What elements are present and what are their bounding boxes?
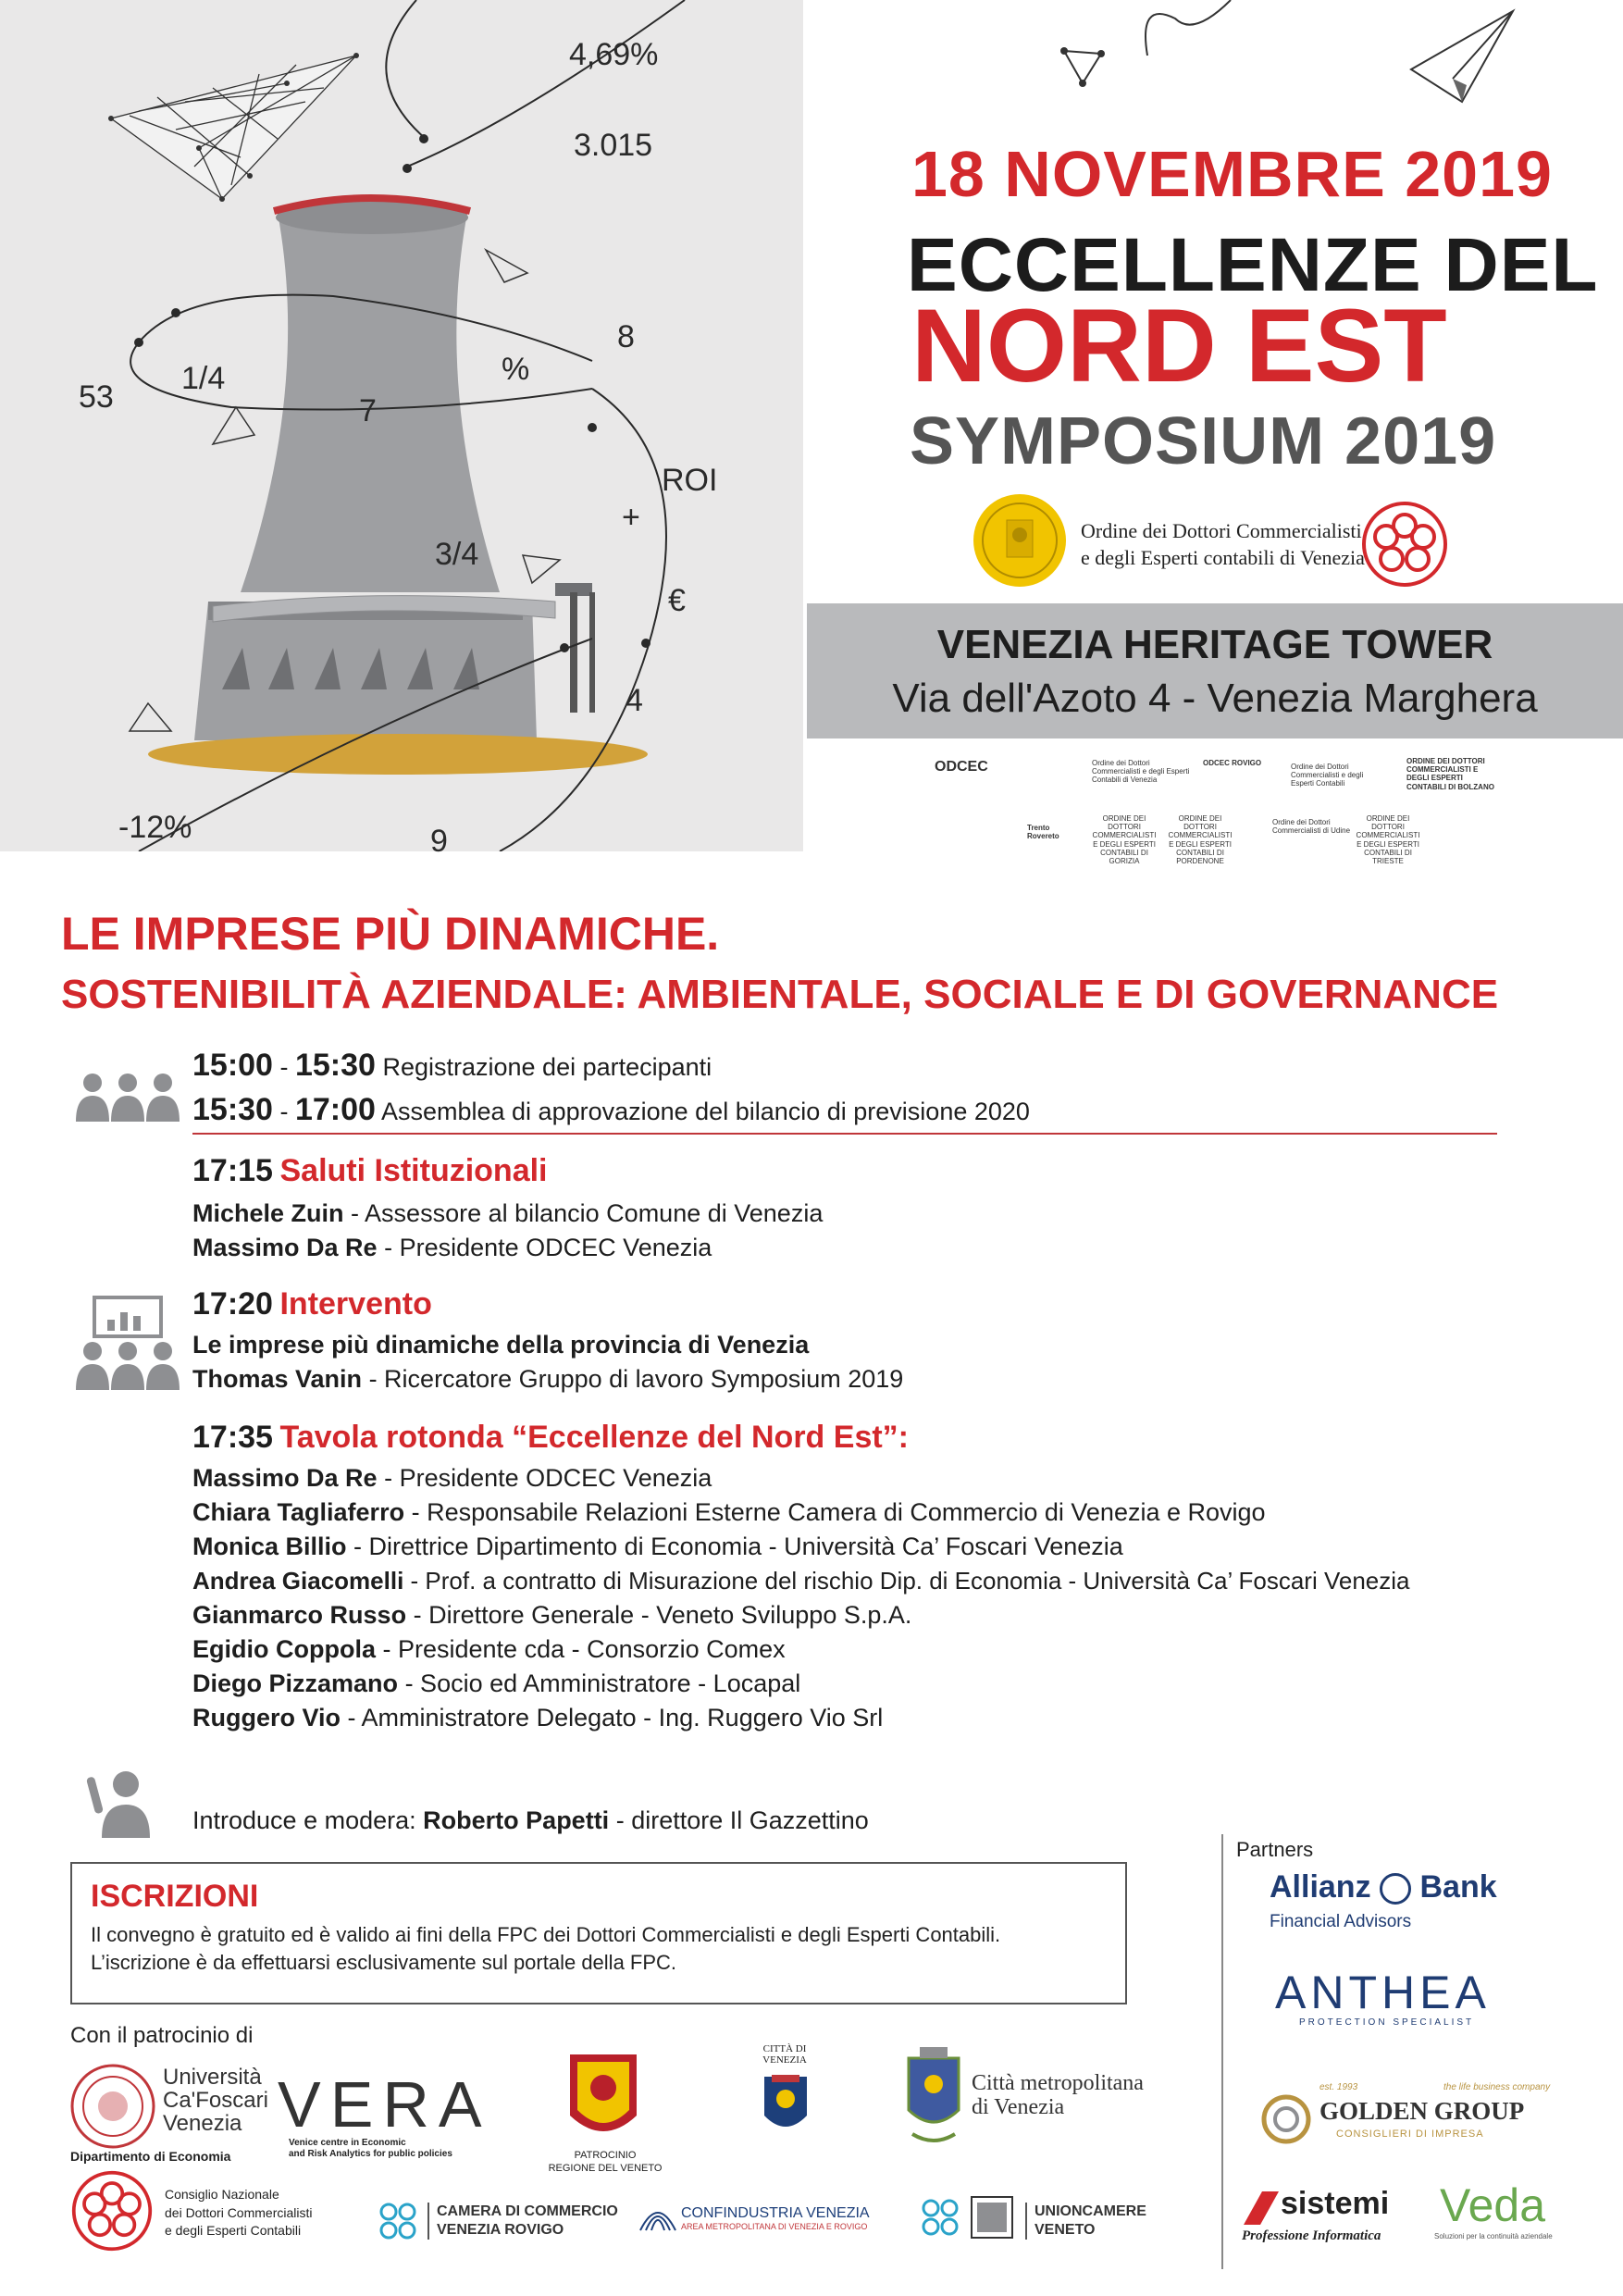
intervento-heading (192, 1286, 432, 1322)
registration-text: L’iscrizione è da effettuarsi esclusivamente sul portale della FPC. (91, 1951, 677, 1974)
hero-number: 53 (79, 379, 114, 415)
slot-end-time: 17:00 (294, 1092, 376, 1127)
camera-commercio-icon (374, 2197, 422, 2245)
logo-text: CAMERA DI COMMERCIO (437, 2203, 618, 2219)
logo-text: Consiglio Nazionale (165, 2187, 279, 2202)
logo-text: Ca'Foscari (163, 2088, 268, 2114)
event-title-line1: ECCELLENZE DEL (907, 223, 1599, 307)
vera-caption (289, 2138, 452, 2160)
speaker-name: Michele Zuin (192, 1199, 344, 1227)
unioncamere-icon (916, 2193, 1018, 2241)
event-date: 18 NOVEMBRE 2019 (911, 138, 1553, 210)
registration-title: ISCRIZIONI (91, 1879, 259, 1914)
speaker-row (192, 1234, 712, 1262)
trento-rovereto-logo: Trento Rovereto (1027, 824, 1059, 841)
allianz-tagline: Financial Advisors (1270, 1912, 1412, 1931)
citta-metropolitana-crest-icon (903, 2045, 964, 2147)
allianz-eagle-icon (1380, 1873, 1411, 1905)
hero-number: 3.015 (574, 128, 653, 163)
speaker-row (192, 1464, 712, 1493)
hero-number: 7 (359, 393, 377, 428)
golden-group-tagline: the life business company (1443, 2082, 1551, 2092)
agenda-slot-1: 15:00 - 15:30 Registrazione dei partecipanti (192, 1048, 712, 1083)
venue-name: VENEZIA HERITAGE TOWER (936, 622, 1493, 667)
slot-time: 17:35 (192, 1420, 273, 1455)
veda-tagline: Soluzioni per la continuità aziendale (1434, 2232, 1553, 2240)
cafoscari-seal-icon (68, 2062, 157, 2151)
logo-text: Venice centre in Economic (289, 2138, 406, 2148)
logo-text: di Venezia (972, 2095, 1065, 2120)
sistemi-icon (1242, 2190, 1281, 2227)
speaker-name: Massimo Da Re (192, 1464, 378, 1492)
section-title: Saluti Istituzionali (279, 1153, 548, 1188)
cafoscari-logo (163, 2066, 268, 2136)
anthea-logo: ANTHEA (1275, 1967, 1491, 2018)
odcec-emblem-icon (1360, 500, 1449, 589)
hero-number: 8 (617, 319, 635, 354)
speaker-name: Egidio Coppola (192, 1635, 376, 1663)
event-title-line2: NORD EST (911, 288, 1447, 403)
speaker-role: - Direttore Generale - Veneto Sviluppo S.p.A. (413, 1601, 912, 1629)
veda-logo: Veda (1440, 2179, 1546, 2231)
golden-group-logo: GOLDEN GROUP (1319, 2097, 1525, 2125)
golden-group-est: est. 1993 (1319, 2082, 1358, 2092)
organizer-line: Ordine dei Dottori Commercialisti (1081, 519, 1362, 542)
logo-text: Università (163, 2065, 262, 2090)
odcec-udine-logo: Ordine dei Dottori Commercialisti di Udine (1272, 818, 1351, 836)
speaker-role: - Direttrice Dipartimento di Economia - Università Ca’ Foscari Venezia (353, 1533, 1123, 1560)
partners-label: Partners (1236, 1838, 1314, 1861)
citta-venezia-crest-icon (761, 2073, 811, 2138)
logo-text: Venezia (163, 2111, 242, 2137)
program-title: LE IMPRESE PIÙ DINAMICHE. (61, 908, 720, 960)
moderator-icon (83, 1766, 157, 1840)
moderator-prefix: Introduce e modera: (192, 1806, 416, 1834)
tavola-heading (192, 1420, 909, 1456)
confindustria-icon (637, 2191, 679, 2234)
odcec-gorizia-logo: ORDINE DEI DOTTORI COMMERCIALISTI E DEGLI ESPERTI CONTABILI DI GORIZIA (1092, 814, 1157, 865)
odcec-trieste-logo: ORDINE DEI DOTTORI COMMERCIALISTI E DEGLI ESPERTI CONTABILI DI TRIESTE (1356, 814, 1420, 865)
speaker-name: Ruggero Vio (192, 1704, 341, 1731)
logo-text: VENETO (1035, 2222, 1096, 2238)
hero-number: 9 (430, 824, 448, 859)
logo-text: REGIONE DEL VENETO (548, 2163, 663, 2175)
cndcec-emblem-icon (70, 2169, 154, 2253)
logo-text: Allianz (1270, 1869, 1371, 1905)
speaker-role: - Assessore al bilancio Comune di Venezia (351, 1199, 824, 1227)
moderator-role: - direttore Il Gazzettino (615, 1806, 869, 1834)
logo-text: and Risk Analytics for public policies (289, 2149, 452, 2159)
paper-plane-icon (1046, 0, 1623, 139)
speaker-name: Thomas Vanin (192, 1365, 363, 1393)
moderator-name: Roberto Papetti (423, 1806, 610, 1834)
odcec-bolzano-logo: ORDINE DEI DOTTORI COMMERCIALISTI E DEGLI ESPERTI CONTABILI DI BOLZANO (1406, 757, 1494, 791)
speaker-role: - Responsabile Relazioni Esterne Camera di Commercio di Venezia e Rovigo (411, 1498, 1266, 1526)
citta-venezia-label: CITTÀ DI VENEZIA (762, 2043, 807, 2066)
speaker-row (192, 1669, 800, 1698)
speaker-role: - Presidente ODCEC Venezia (384, 1234, 712, 1261)
logo-text: Bank (1419, 1869, 1497, 1905)
event-title-line3: SYMPOSIUM 2019 (910, 404, 1497, 478)
golden-group-sub: CONSIGLIERI DI IMPRESA (1336, 2128, 1484, 2140)
paper-plane-icon (111, 56, 356, 199)
hero-number: % (502, 352, 530, 387)
anthea-tagline: PROTECTION SPECIALIST (1299, 2017, 1475, 2028)
logo-text: AREA METROPOLITANA DI VENEZIA E ROVIGO (681, 2222, 868, 2232)
regione-veneto-crest-icon (566, 2051, 640, 2147)
organizer-line: e degli Esperti contabili di Venezia (1081, 545, 1365, 569)
confindustria-logo (681, 2204, 870, 2232)
hero-number: 3/4 (435, 537, 479, 572)
speaker-row (192, 1567, 1409, 1595)
venue-address: Via dell'Azoto 4 - Venezia Marghera (892, 676, 1538, 721)
hero-number: 4 (626, 683, 643, 718)
slot-start-time: 15:30 (192, 1092, 273, 1127)
slot-start-time: 15:00 (192, 1048, 273, 1083)
logo-text: VENEZIA ROVIGO (437, 2222, 564, 2238)
organizer-name (1081, 518, 1365, 571)
regione-logo (540, 2149, 670, 2176)
section-title: Intervento (279, 1286, 432, 1322)
unioncamere-logo (1025, 2203, 1146, 2240)
cooling-tower-illustration (0, 0, 803, 851)
intervento-topic: Le imprese più dinamiche della provincia di Venezia (192, 1331, 810, 1359)
logo-text: dei Dottori Commercialisti (165, 2204, 313, 2220)
odcec-venezia-logo: Ordine dei Dottori Commercialisti e degli Esperti Contabili di Venezia (1092, 759, 1190, 785)
registration-text: Il convegno è gratuito ed è valido ai fini della FPC dei Dottori Commercialisti e degli Esperti Contabili. (91, 1923, 1001, 1946)
logo-text: PATROCINIO (574, 2150, 637, 2161)
speaker-name: Massimo Da Re (192, 1234, 378, 1261)
slot-end-time: 15:30 (294, 1048, 376, 1083)
speaker-role: - Socio ed Amministratore - Locapal (404, 1669, 801, 1697)
logo-text: CONFINDUSTRIA VENEZIA (681, 2205, 870, 2221)
section-title: Tavola rotonda “Eccellenze del Nord Est”: (279, 1420, 910, 1455)
hero-number: 4,69% (569, 37, 659, 72)
speaker-name: Monica Billio (192, 1533, 347, 1560)
speaker-name: Gianmarco Russo (192, 1601, 407, 1629)
agenda-slot-2: 15:30 - 17:00 Assemblea di approvazione del bilancio di previsione 2020 (192, 1092, 1030, 1127)
patronage-label: Con il patrocinio di (70, 2023, 254, 2048)
odcec-pordenone-logo: ORDINE DEI DOTTORI COMMERCIALISTI E DEGLI ESPERTI CONTABILI DI PORDENONE (1168, 814, 1233, 865)
hero-illustration (0, 0, 803, 859)
speaker-name: Andrea Giacomelli (192, 1567, 404, 1595)
odcec-logo: Ordine dei Dottori Commercialisti e degli Esperti Contabili (1291, 763, 1364, 788)
logo-label: ODCEC (935, 759, 988, 775)
speaker-row (192, 1704, 883, 1732)
speaker-row (192, 1365, 903, 1394)
speaker-role: - Presidente ODCEC Venezia (384, 1464, 712, 1492)
sistemi-logo: sistemi (1281, 2186, 1390, 2221)
slot-time: 17:20 (192, 1286, 273, 1322)
people-group-icon (74, 1072, 181, 1123)
slot-time: 17:15 (192, 1153, 273, 1188)
saluti-heading (192, 1153, 548, 1189)
speaker-row (192, 1199, 823, 1228)
speaker-row (192, 1601, 911, 1630)
speaker-role: - Presidente cda - Consorzio Comex (382, 1635, 786, 1663)
odcec-logo (935, 759, 1036, 776)
golden-group-icon (1260, 2093, 1312, 2145)
slot-description: Registrazione dei partecipanti (382, 1053, 712, 1081)
hero-number: -12% (118, 810, 192, 845)
speaker-role: - Prof. a contratto di Misurazione del rischio Dip. di Economia - Università Ca’ Foscari Venezia (410, 1567, 1410, 1595)
speaker-row (192, 1635, 786, 1664)
hero-number: ROI (662, 463, 718, 498)
vera-logo: VERA (278, 2068, 491, 2141)
speaker-row (192, 1533, 1123, 1561)
slot-description: Assemblea di approvazione del bilancio di previsione 2020 (380, 1098, 1030, 1125)
speaker-name: Diego Pizzamano (192, 1669, 399, 1697)
logo-text: UNIONCAMERE (1035, 2203, 1146, 2219)
hero-number: € (668, 583, 686, 618)
logo-text: Città metropolitana (972, 2071, 1144, 2095)
hero-number: + (622, 500, 640, 535)
hero-number: 1/4 (181, 361, 226, 396)
logo-text: e degli Esperti Contabili (165, 2223, 302, 2239)
sistemi-tagline: Professione Informatica (1242, 2228, 1381, 2243)
speaker-name: Chiara Tagliaferro (192, 1498, 405, 1526)
citta-metropolitana-logo (972, 2071, 1144, 2120)
partners-divider (1221, 1834, 1223, 2269)
speaker-role: - Ricercatore Gruppo di lavoro Symposium 2019 (368, 1365, 904, 1393)
allianz-bank-logo (1270, 1869, 1497, 1905)
cndcec-logo (165, 2186, 312, 2240)
odcec-rovigo-logo: ODCEC ROVIGO (1203, 759, 1262, 767)
venezia-seal-icon (972, 492, 1068, 589)
presentation-icon (74, 1296, 181, 1392)
program-subtitle: SOSTENIBILITÀ AZIENDALE: AMBIENTALE, SOCIALE E DI GOVERNANCE (61, 972, 1499, 1017)
speaker-row (192, 1498, 1266, 1527)
moderator-row (192, 1806, 869, 1835)
cafoscari-dept: Dipartimento di Economia (70, 2149, 231, 2164)
camera-commercio-logo (427, 2203, 618, 2240)
speaker-role: - Amministratore Delegato - Ing. Ruggero Vio Srl (347, 1704, 884, 1731)
divider (192, 1133, 1497, 1135)
